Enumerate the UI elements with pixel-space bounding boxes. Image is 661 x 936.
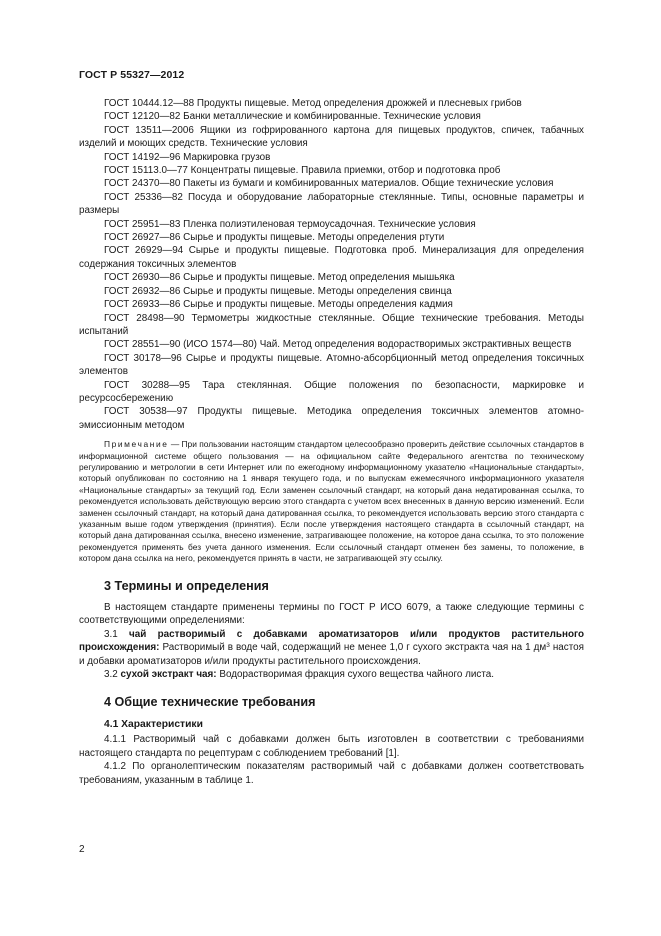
reference-item: ГОСТ 10444.12—88 Продукты пищевые. Метод определения дрожжей и плесневых грибов: [104, 98, 522, 109]
reference-item: ГОСТ 30538—97 Продукты пищевые. Методика определения токсичных элементов атомно-эмиссионным методом: [79, 406, 584, 431]
reference-item: ГОСТ 26933—86 Сырье и продукты пищевые. Методы определения кадмия: [104, 299, 453, 311]
paragraph-4-1-1: 4.1.1 Растворимый чай с добавками должен быть изготовлен в соответствии с требованиями настоящего стандарта по рецептурам с соблюдением требований [1].: [79, 734, 584, 759]
term-number: 3.2: [104, 669, 121, 681]
term-name: сухой экстракт чая:: [120, 669, 217, 681]
term-number: 3.1: [104, 628, 130, 640]
term-definition: Растворимый в воде чай, содержащий не менее 1,0 г сухого экстракта чая на 1 дм: [159, 642, 547, 654]
reference-item: ГОСТ 30178—96 Сырье и продукты пищевые. Атомно-абсорбционный метод определения токсичных элементов: [79, 352, 584, 378]
term-name: чай растворимый с добавками ароматизаторов и/или продуктов растительного происхождения:: [79, 628, 584, 654]
document-body: [79, 97, 584, 787]
reference-item: ГОСТ 12120—82 Банки металлические и комбинированные. Технические условия: [104, 111, 481, 123]
reference-item: ГОСТ 25336—82 Посуда и оборудование лабораторные стеклянные. Типы, основные параметры и размеры: [79, 191, 584, 217]
paragraph-4-1-2: 4.1.2 По органолептическим показателям растворимый чай с добавками должен соответствовать требованиям, указанным в таблице 1.: [79, 761, 584, 786]
section-4-heading: 4 Общие технические требования: [104, 695, 316, 710]
reference-item: ГОСТ 28498—90 Термометры жидкостные стеклянные. Общие технические требования. Методы испытаний: [79, 312, 584, 337]
subsection-4-1-heading: 4.1 Характеристики: [104, 718, 203, 730]
reference-item: ГОСТ 15113.0—77 Концентраты пищевые. Правила приемки, отбор и подготовка проб: [104, 165, 501, 177]
note-text: — При пользовании настоящим стандартом целесообразно проверить действие ссылочных стандартов в информационной системе общего пользования — на официальном сайте Федерального агентства по техническому регулированию и метрологии в сети Интернет или по ежегодному информационному указателю «Национальные стандарты», который опубликован по состоянию на 1 января текущего года, и по выпускам ежемесячного информационного указателя «Национальные стандарты» за текущий год. Если заменен ссылочный стандарт, на который дана недатированная ссылка, то рекомендуется использовать действующую версию этого стандарта с учетом всех внесенных в данную версию изменений. Если заменен ссылочный стандарт, на который дана датированная ссылка, то рекомендуется использовать версию этого стандарта с указанным выше годом утверждения (принятия). Если после утверждения настоящего стандарта в ссылочный стандарт, на который дана датированная ссылка, внесено изменение, затрагивающее положение, на которое дана ссылка, то это положение рекомендуется применять без учета данного изменения. Если ссылочный стандарт отменен без замены, то положение, в котором дана ссылка на него, рекомендуется принять в части, не затрагивающей эту ссылку.: [79, 439, 584, 564]
note-label: Примечание: [104, 439, 169, 450]
reference-item: ГОСТ 13511—2006 Ящики из гофрированного картона для пищевых продуктов, спичек, табачных изделий и моющих средств. Технические условия: [79, 124, 584, 150]
term-3-1: [79, 628, 584, 668]
normative-references-list: [79, 97, 584, 432]
reference-item: ГОСТ 26932—86 Сырье и продукты пищевые. Методы определения свинца: [104, 285, 452, 297]
term-definition-cont: настоя и добавки ароматизаторов и/или продукты растительного происхождения.: [79, 642, 584, 667]
reference-item: ГОСТ 25951—83 Пленка полиэтиленовая термоусадочная. Технические условия: [104, 218, 476, 230]
reference-item: ГОСТ 14192—96 Маркировка грузов: [104, 151, 271, 163]
term-3-2: [79, 668, 584, 681]
reference-item: ГОСТ 26927—86 Сырье и продукты пищевые. Методы определения ртути: [104, 232, 445, 244]
reference-item: ГОСТ 28551—90 (ИСО 1574—80) Чай. Метод определения водорастворимых экстрактивных веществ: [104, 339, 572, 351]
reference-item: ГОСТ 26929—94 Сырье и продукты пищевые. Подготовка проб. Минерализация для определения содержания токсичных элементов: [79, 245, 584, 270]
document-header: ГОСТ Р 55327—2012: [79, 69, 185, 81]
note-paragraph: [79, 439, 584, 564]
superscript: 3: [546, 642, 550, 650]
section-3-intro: В настоящем стандарте применены термины по ГОСТ Р ИСО 6079, а также следующие термины с соответствующими определениями:: [79, 602, 584, 627]
section-3-heading: 3 Термины и определения: [104, 578, 269, 593]
reference-item: ГОСТ 26930—86 Сырье и продукты пищевые. Метод определения мышьяка: [104, 272, 455, 284]
term-definition: Водорастворимая фракция сухого вещества чайного листа.: [216, 669, 494, 681]
page-number: 2: [79, 844, 85, 855]
reference-item: ГОСТ 24370—80 Пакеты из бумаги и комбинированных материалов. Общие технические условия: [104, 178, 554, 190]
reference-item: ГОСТ 30288—95 Тара стеклянная. Общие положения по безопасности, маркировке и ресурсосбережению: [79, 379, 584, 404]
